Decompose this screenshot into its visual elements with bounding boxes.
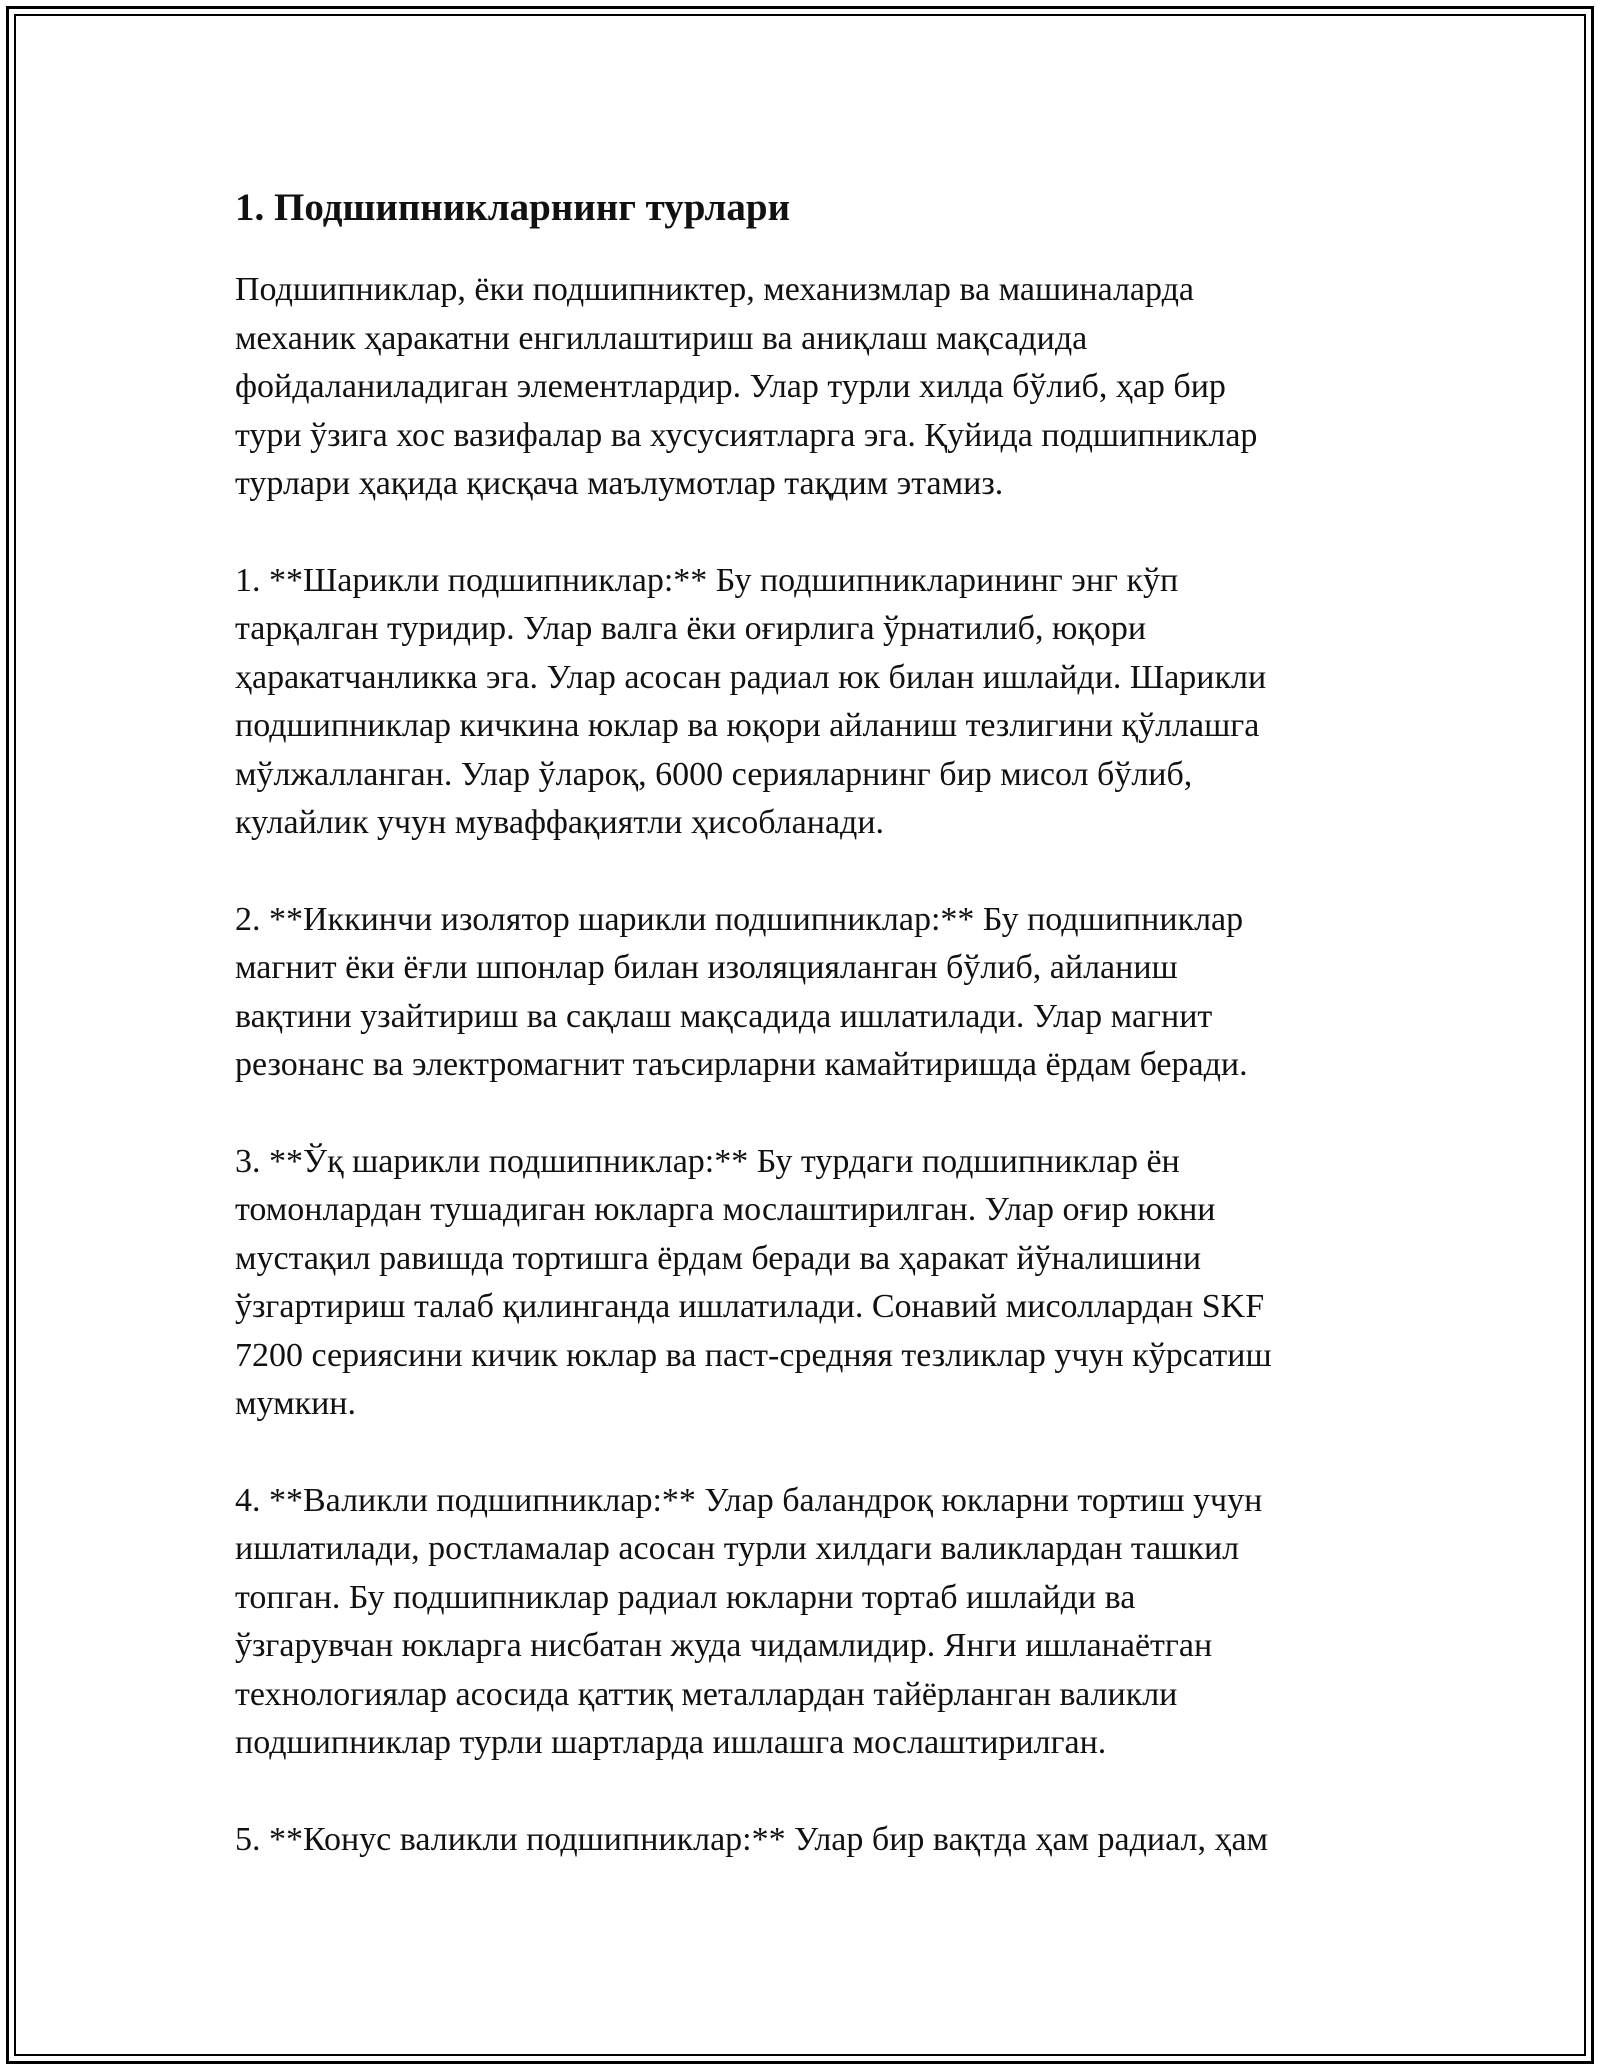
list-item-roller-bearings: 4. **Валикли подшипниклар:** Улар баландроқ юкларни тортиш учун ишлатилади, ростламалар асосан турли хилдаги валиклардан ташкил топган. Бу подшипниклар радиал юкларни тортаб ишлайди ва ўзгарувчан юкларга нисбатан жуда чидамлидир. Янги ишланаётган технологиялар асосида қаттиқ металлардан тайёрланган валикли подшипниклар турли шартларда ишлашга мослаштирилган.: [235, 1481, 1263, 1761]
list-item-axial-ball-bearings: 3. **Ўқ шарикли подшипниклар:** Бу турдаги подшипниклар ён томонлардан тушадиган юкларга мослаштирилган. Улар оғир юкни мустақил равишда тортишга ёрдам беради ва ҳаракат йўналишини ўзгартириш талаб қилинганда ишлатилади. Сонавий мисоллардан SKF 7200 сериясини кичик юклар ва паст-средняя тезликлар учун кўрсатиш мумкин.: [235, 1142, 1272, 1422]
intro-paragraph: Подшипниклар, ёки подшипниктер, механизмлар ва машиналарда механик ҳаракатни енгиллаштириш ва аниқлаш мақсадида фойдаланиладиган элементлардир. Улар турли хилда бўлиб, ҳар бир тури ўзига хос вазифалар ва хусусиятларга эга. Қуйида подшипниклар турлари ҳақида қисқача маълумотлар тақдим этамиз.: [235, 271, 1258, 502]
document-page: [235, 180, 1365, 1912]
list-item-tapered-roller-bearings: 5. **Конус валикли подшипниклар:** Улар бир вақтда ҳам радиал, ҳам: [235, 1820, 1269, 1858]
document-title: 1. Подшипникларнинг турлари: [235, 186, 791, 229]
list-item-insulated-bearings: 2. **Иккинчи изолятор шарикли подшипниклар:** Бу подшипниклар магнит ёки ёғли шпонлар билан изоляцияланган бўлиб, айланиш вақтини узайтириш ва сақлаш мақсадида ишлатилади. Улар магнит резонанс ва электромагнит таъсирларни камайтиришда ёрдам беради.: [235, 900, 1248, 1083]
list-item-ball-bearings: 1. **Шарикли подшипниклар:** Бу подшипникларининг энг кўп тарқалган туридир. Улар валга ёки оғирлига ўрнатилиб, юқори ҳаракатчанликка эга. Улар асосан радиал юк билан ишлайди. Шарикли подшипниклар кичкина юклар ва юқори айланиш тезлигини қўллашга мўлжалланган. Улар ўлароқ, 6000 серияларнинг бир мисол бўлиб, кулайлик учун муваффақиятли ҳисобланади.: [235, 561, 1267, 841]
